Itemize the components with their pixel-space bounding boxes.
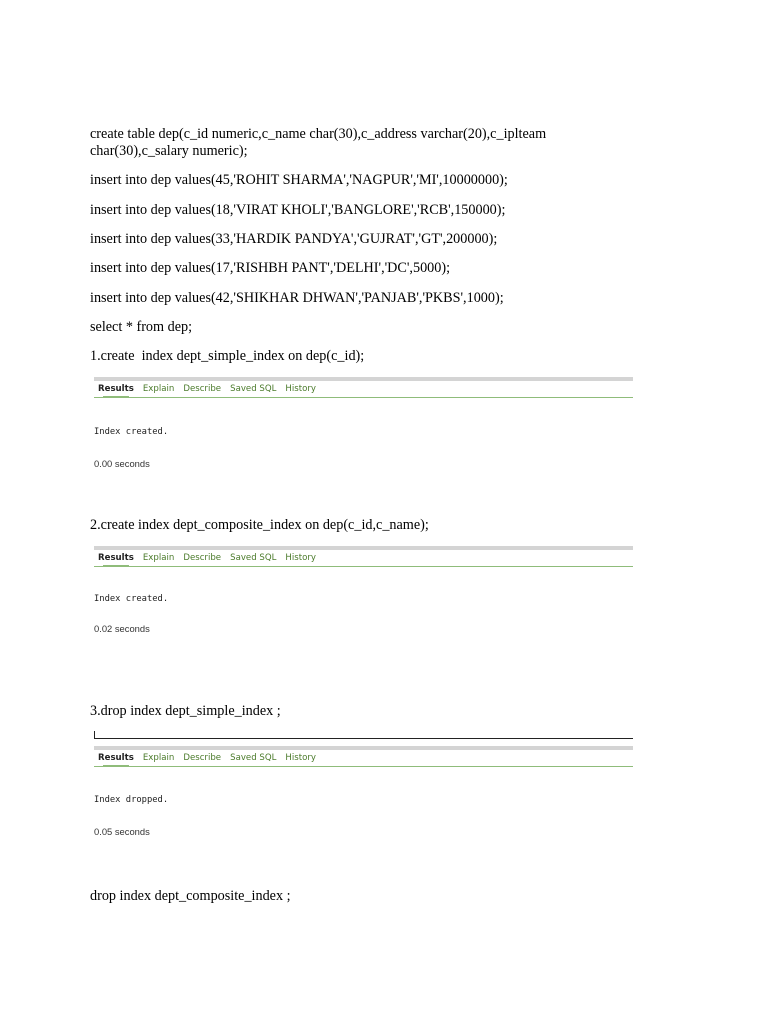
result-message: Index created. [94, 427, 169, 437]
tab-explain[interactable]: Explain [142, 553, 175, 563]
execution-time: 0.02 seconds [94, 623, 150, 634]
results-panel-2 [94, 546, 633, 646]
result-message: Index created. [94, 594, 169, 604]
tab-saved-sql[interactable]: Saved SQL [230, 753, 277, 763]
tab-results[interactable]: Results [98, 753, 134, 763]
step-2-create-composite-index: 2.create index dept_composite_index on dep(c_id,c_name); [90, 517, 429, 533]
panel-tab-rule [94, 566, 633, 567]
results-panel-1 [94, 377, 633, 477]
panel-top-bar [94, 546, 633, 550]
panel-tabs [98, 384, 316, 395]
panel-top-bar [94, 377, 633, 381]
panel-top-bar [94, 746, 633, 750]
tab-describe[interactable]: Describe [183, 553, 222, 563]
tab-results[interactable]: Results [98, 553, 134, 563]
insert-statement-2: insert into dep values(18,'VIRAT KHOLI','BANGLORE','RCB',150000); [90, 202, 506, 218]
panel-tabs [98, 553, 316, 564]
section-divider [94, 738, 633, 739]
tab-explain[interactable]: Explain [142, 384, 175, 394]
results-panel-3 [94, 746, 633, 846]
step-3-drop-simple-index: 3.drop index dept_simple_index ; [90, 703, 281, 719]
insert-statement-4: insert into dep values(17,'RISHBH PANT','DELHI','DC',5000); [90, 260, 451, 276]
panel-tabs [98, 753, 316, 764]
tab-history[interactable]: History [285, 553, 316, 563]
tab-describe[interactable]: Describe [183, 753, 222, 763]
insert-statement-3: insert into dep values(33,'HARDIK PANDYA','GUJRAT','GT',200000); [90, 231, 498, 247]
insert-statement-5: insert into dep values(42,'SHIKHAR DHWAN','PANJAB','PKBS',1000); [90, 290, 504, 306]
tab-describe[interactable]: Describe [183, 384, 222, 394]
panel-tab-rule [94, 766, 633, 767]
step-1-create-simple-index: 1.create index dept_simple_index on dep(c_id); [90, 348, 365, 364]
select-statement: select * from dep; [90, 319, 193, 335]
result-message: Index dropped. [94, 795, 169, 805]
step-4-drop-composite-index: drop index dept_composite_index ; [90, 888, 291, 904]
panel-tab-rule [94, 397, 633, 398]
tab-history[interactable]: History [285, 384, 316, 394]
tab-results[interactable]: Results [98, 384, 134, 394]
execution-time: 0.00 seconds [94, 458, 150, 469]
tab-explain[interactable]: Explain [142, 753, 175, 763]
tab-saved-sql[interactable]: Saved SQL [230, 384, 277, 394]
tab-history[interactable]: History [285, 753, 316, 763]
insert-statement-1: insert into dep values(45,'ROHIT SHARMA','NAGPUR','MI',10000000); [90, 172, 508, 188]
tab-saved-sql[interactable]: Saved SQL [230, 553, 277, 563]
create-table-statement: create table dep(c_id numeric,c_name char(30),c_address varchar(20),c_iplteam char(30),c_salary numeric); [90, 126, 547, 159]
execution-time: 0.05 seconds [94, 826, 150, 837]
